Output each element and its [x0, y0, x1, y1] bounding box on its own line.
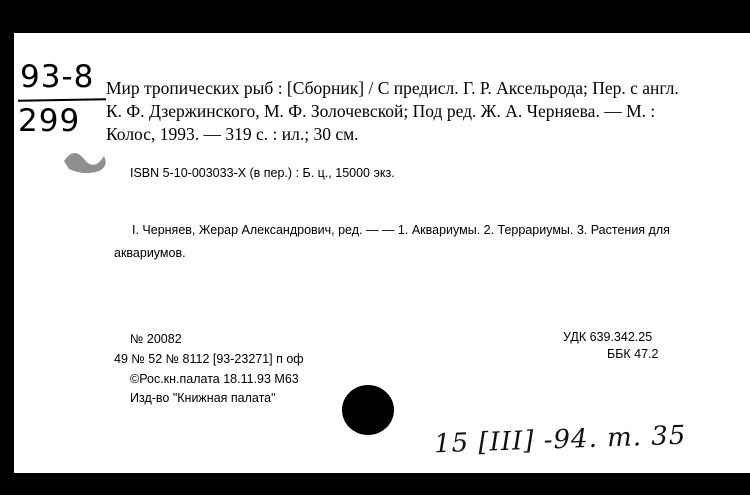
handwritten-date: 15 [III] -94. m. 35	[433, 420, 687, 460]
udc-code: УДК 639.342.25	[563, 330, 653, 344]
shelfmark-divider	[18, 98, 106, 102]
chamber-line: ©Рос.кн.палата 18.11.93 М63	[130, 372, 299, 386]
punch-hole	[342, 385, 394, 435]
publisher-line: Изд-во "Книжная палата"	[130, 391, 276, 405]
ink-smudge	[59, 141, 119, 181]
shelfmark-bottom: 299	[18, 103, 81, 139]
record-number: № 20082	[130, 332, 182, 346]
bbk-code: ББК 47.2	[607, 347, 659, 361]
catalog-card	[14, 33, 750, 473]
title-block: Мир тропических рыб : [Сборник] / С предисл. Г. Р. Аксельрода; Пер. с англ. К. Ф. Дзержинского, М. Ф. Золочевской; Под ред. Ж. А. Черняева. — М. : Колос, 1993. — 319 с. : ил.; 30 см.	[106, 78, 679, 144]
isbn-line: ISBN 5-10-003033-X (в пер.) : Б. ц., 15000 экз.	[130, 166, 395, 180]
tracings: I. Черняев, Жерар Александрович, ред. — — 1. Аквариумы. 2. Террариумы. 3. Растения для аквариумов.	[114, 223, 670, 260]
shelfmark-top: 93-8	[20, 59, 95, 95]
order-line: 49 № 52 № 8112 [93-23271] п оф	[114, 352, 304, 366]
